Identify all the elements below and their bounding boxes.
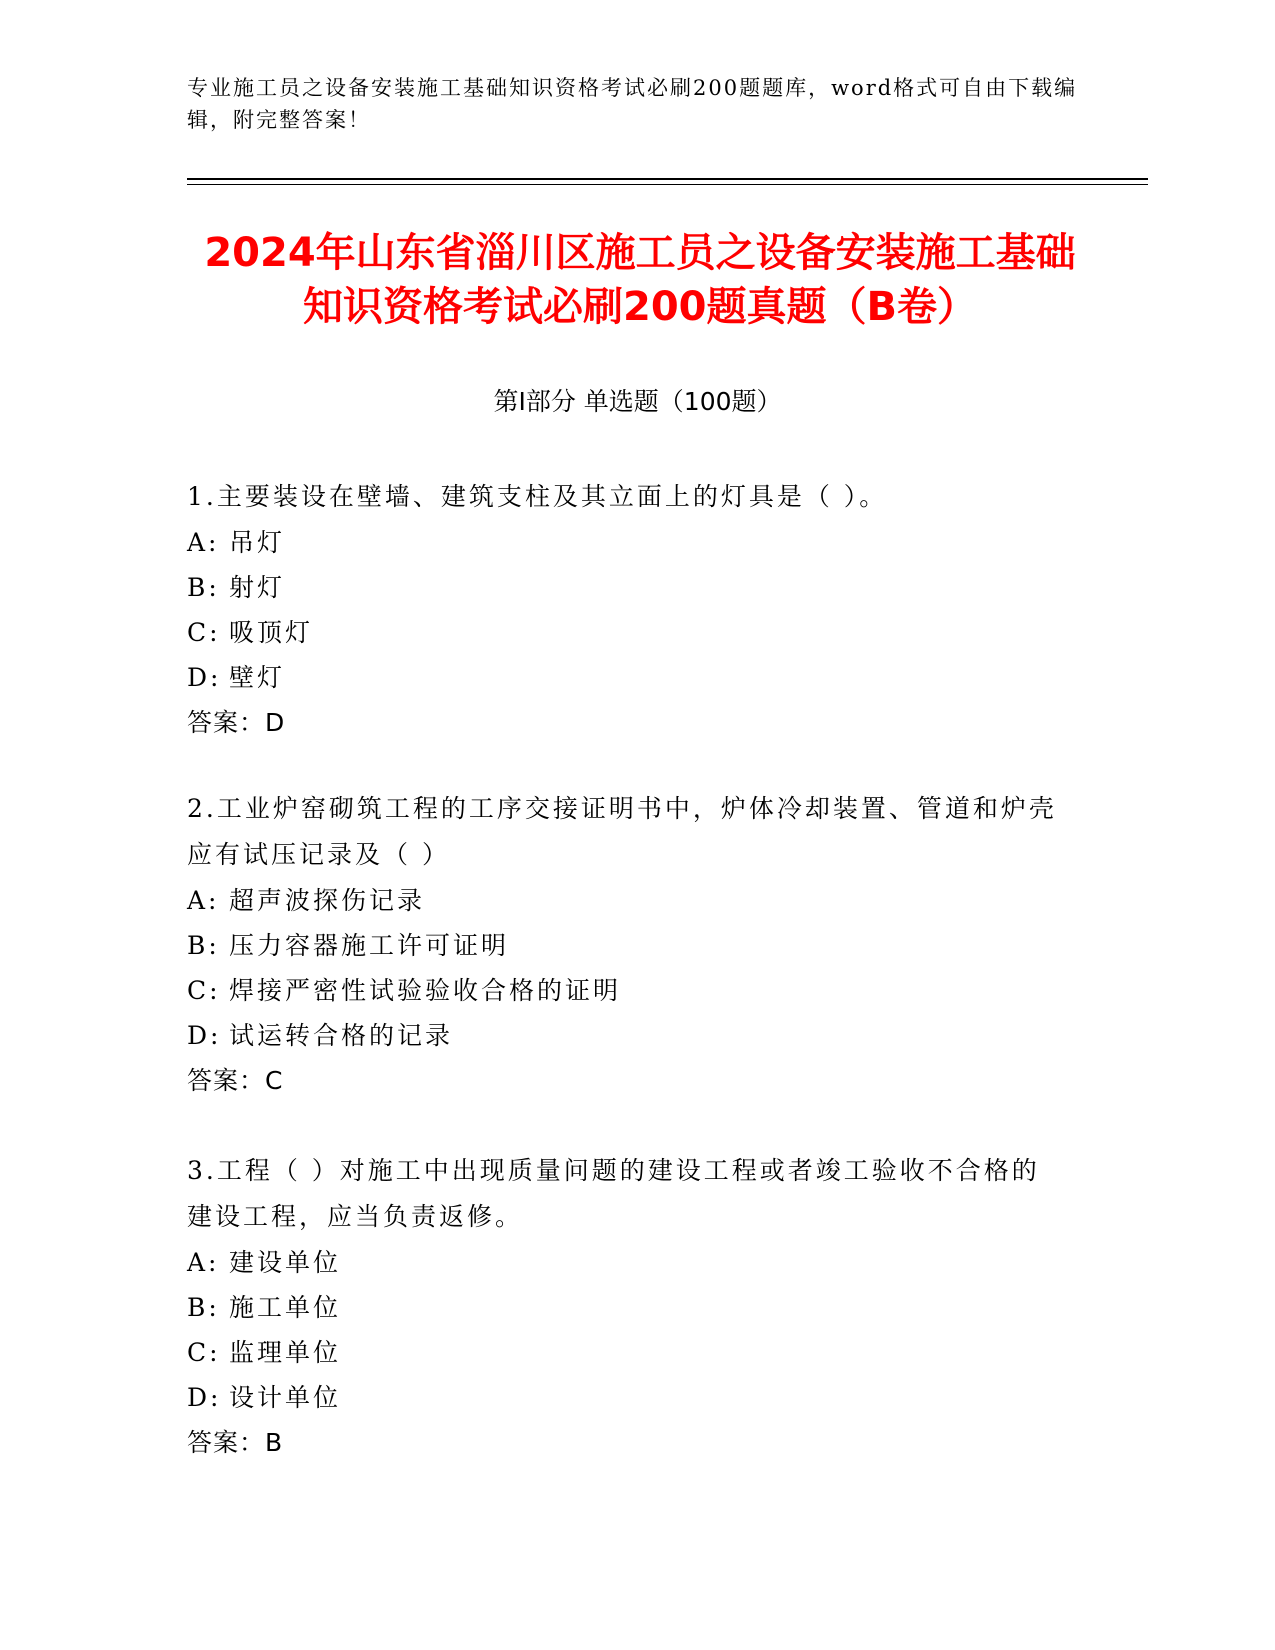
question-stem: 2.工业炉窑砌筑工程的工序交接证明书中，炉体冷却装置、管道和炉壳应有试压记录及（ ） [187, 794, 1057, 869]
question-block [187, 786, 1067, 1104]
answer-line: 答案：D [187, 708, 286, 737]
option-key: A: [187, 1248, 220, 1277]
option-b [187, 1285, 1067, 1330]
option-key: B: [187, 573, 220, 602]
option-text: 超声波探伤记录 [229, 886, 426, 915]
option-key: C: [187, 976, 221, 1005]
option-c [187, 968, 1067, 1013]
option-a [187, 1240, 1067, 1285]
option-text: 建设单位 [229, 1248, 342, 1277]
option-a [187, 520, 1067, 565]
header-divider-thin [187, 184, 1148, 185]
option-b [187, 565, 1067, 610]
option-d [187, 655, 1067, 700]
option-b [187, 923, 1067, 968]
answer-line: 答案：C [187, 1066, 284, 1095]
option-text: 试运转合格的记录 [229, 1021, 454, 1050]
answer-line: 答案：B [187, 1428, 284, 1457]
option-c [187, 1330, 1067, 1375]
option-key: C: [187, 618, 221, 647]
option-text: 设计单位 [229, 1383, 342, 1412]
question-stem: 3.工程（ ）对施工中出现质量问题的建设工程或者竣工验收不合格的建设工程，应当负责返修。 [187, 1156, 1040, 1231]
question-block [187, 1148, 1067, 1466]
document-title: 2024年山东省淄川区施工员之设备安装施工基础知识资格考试必刷200题真题（B卷） [204, 230, 1076, 330]
option-key: D: [187, 1383, 222, 1412]
section-heading: 第Ⅰ部分 单选题（100题） [493, 387, 782, 416]
option-d [187, 1013, 1067, 1058]
option-key: D: [187, 663, 222, 692]
option-d [187, 1375, 1067, 1420]
option-text: 射灯 [229, 573, 286, 602]
option-key: A: [187, 886, 220, 915]
question-block [187, 474, 1067, 746]
option-key: B: [187, 931, 220, 960]
question-stem: 1.主要装设在壁墙、建筑支柱及其立面上的灯具是（ ）。 [187, 482, 888, 511]
option-a [187, 878, 1067, 923]
header-note: 专业施工员之设备安装施工基础知识资格考试必刷200题题库，word格式可自由下载编辑，附完整答案！ [187, 76, 1078, 132]
option-text: 监理单位 [229, 1338, 342, 1367]
option-key: D: [187, 1021, 222, 1050]
option-text: 吸顶灯 [229, 618, 314, 647]
option-text: 施工单位 [229, 1293, 342, 1322]
option-text: 压力容器施工许可证明 [229, 931, 510, 960]
header-divider-thick [187, 178, 1148, 180]
option-text: 焊接严密性试验验收合格的证明 [229, 976, 622, 1005]
option-text: 壁灯 [229, 663, 286, 692]
option-key: A: [187, 528, 220, 557]
option-key: B: [187, 1293, 220, 1322]
option-text: 吊灯 [229, 528, 286, 557]
option-key: C: [187, 1338, 221, 1367]
option-c [187, 610, 1067, 655]
